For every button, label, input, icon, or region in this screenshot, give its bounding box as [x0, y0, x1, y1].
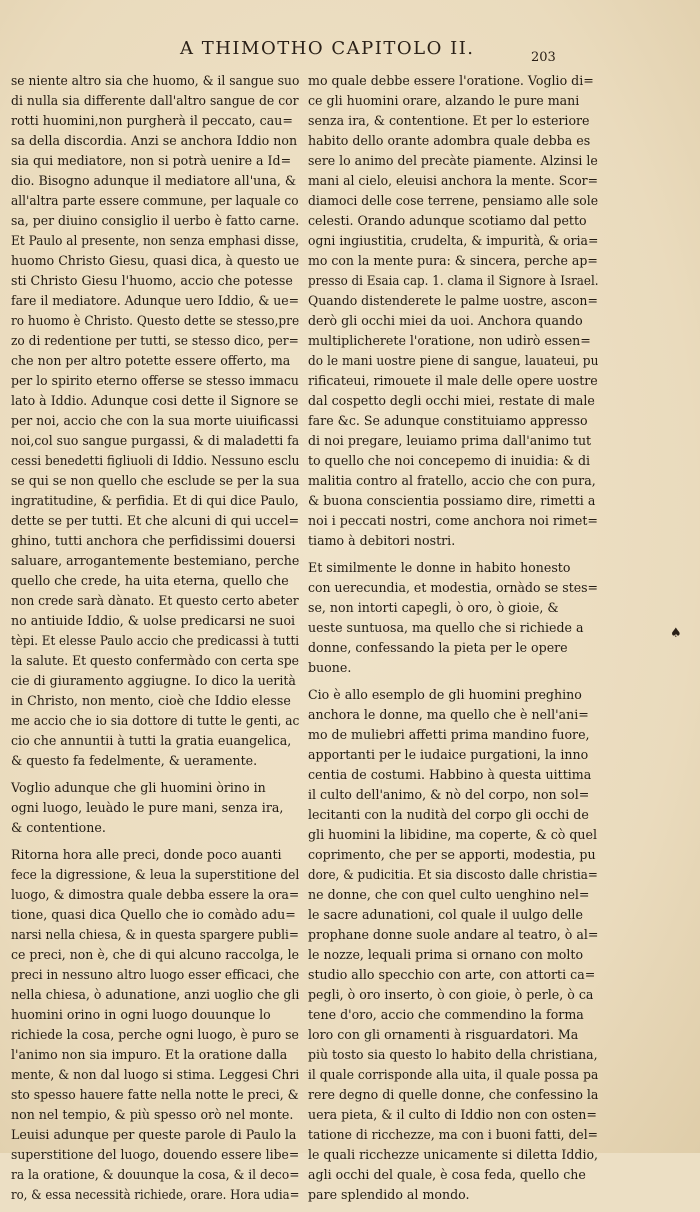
text-line: preci in nessuno altro luogo esser efficaci, che	[11, 967, 300, 982]
text-line: ne donne, che con quel culto uenghino nel=	[308, 887, 590, 902]
text-line: di nulla sia differente dall'altro sangue de cor	[11, 93, 299, 108]
text-line: pegli, ò oro inserto, ò con gioie, ò perle, ò ca	[308, 987, 594, 1002]
text-line: malitia contro al fratello, accio che con pura,	[308, 473, 596, 488]
paragraph	[11, 71, 299, 771]
text-line: uera pieta, & il culto di Iddio non con osten=	[308, 1107, 597, 1122]
text-line: huomini orino in ogni luogo douunque lo	[11, 1007, 271, 1022]
text-line: Et Paulo al presente, non senza emphasi disse,	[11, 233, 299, 248]
text-line: che non per altro potette essere offerto, ma	[11, 353, 291, 368]
text-line: per noi, accio che con la sua morte uiuificassi	[11, 413, 299, 428]
text-line: Ritorna hora alle preci, donde poco auanti	[11, 847, 282, 862]
text-line: ra la oratione, & douunque la cosa, & il deco=	[11, 1167, 300, 1182]
text-line: noi i peccati nostri, come anchora noi rimet=	[308, 513, 598, 528]
text-line: di noi pregare, leuiamo prima dall'animo tut	[308, 433, 592, 448]
text-line: sti Christo Giesu l'huomo, accio che potesse	[11, 273, 293, 288]
text-line: anchora le donne, ma quello che è nell'ani=	[308, 707, 589, 722]
text-line: tatione di ricchezze, ma con i buoni fatti, del=	[308, 1127, 598, 1142]
fleuron-ornament: ♠	[670, 626, 682, 641]
text-line: saluare, arrogantemente bestemiano, perche	[11, 553, 300, 568]
left-column	[11, 71, 299, 1212]
text-line: huomo Christo Giesu, quasi dica, à questo ue	[11, 253, 300, 268]
text-line: coprimento, che per se apporti, modestia, pu	[308, 847, 596, 862]
paragraph	[308, 685, 598, 1205]
text-line: per lo spirito eterno offerse se stesso immacu	[11, 373, 299, 388]
text-line: agli occhi del quale, è cosa feda, quello che	[308, 1167, 586, 1182]
text-line: mente, & non dal luogo si stima. Leggesi Chri	[11, 1067, 300, 1082]
text-line: tèpi. Et elesse Paulo accio che predicassi à tutti	[11, 633, 300, 648]
text-line: ro huomo è Christo. Questo dette se stesso,pre	[11, 313, 300, 328]
text-line: dio. Bisogno adunque il mediatore all'una, &	[11, 173, 297, 188]
text-line: se qui se non quello che esclude se per la sua	[11, 473, 300, 488]
right-column	[308, 71, 598, 1212]
text-line: cie di giuramento aggiugne. Io dico la uerità	[11, 673, 296, 688]
text-line: mani al cielo, eleuisi anchora la mente. Scor=	[308, 173, 599, 188]
text-line: sere lo animo del precàte piamente. Alzinsi le	[308, 153, 598, 168]
text-line: rere degno di quelle donne, che confessino la	[308, 1087, 599, 1102]
paragraph	[308, 71, 598, 551]
text-line: noi,col suo sangue purgassi, & di maladetti fa	[11, 433, 300, 448]
text-line: tene d'oro, accio che commendino la forma	[308, 1007, 584, 1022]
text-line: lato à Iddio. Adunque cosi dette il Signore se	[11, 393, 299, 408]
text-line: nella chiesa, ò adunatione, anzi uoglio che gli	[11, 987, 300, 1002]
text-line: più tosto sia questo lo habito della christiana,	[308, 1047, 598, 1062]
text-line: habito dello orante adombra quale debba es	[308, 133, 591, 148]
text-line: rificateui, rimouete il male delle opere uostre	[308, 373, 598, 388]
text-line: sa della discordia. Anzi se anchora Iddio non	[11, 133, 298, 148]
text-line: le quali ricchezze unicamente si diletta Iddio,	[308, 1147, 599, 1162]
text-line: diamoci delle cose terrene, pensiamo alle sole	[308, 193, 599, 208]
paragraph	[11, 778, 299, 838]
text-line: ingratitudine, & perfidia. Et di qui dice Paulo,	[11, 493, 299, 508]
text-line: ueste suntuosa, ma quello che si richiede a	[308, 620, 584, 635]
text-line: se, non intorti capegli, ò oro, ò gioie, &	[308, 600, 559, 615]
text-line: sa, per diuino consiglio il uerbo è fatto carne.	[11, 213, 300, 228]
text-line: derò gli occhi miei da uoi. Anchora quando	[308, 313, 583, 328]
text-line: dore, & pudicitia. Et sia discosto dalle christia=	[308, 867, 598, 882]
paragraph	[308, 558, 598, 678]
text-line: presso di Esaia cap. 1. clama il Signore à Israel.	[308, 273, 599, 288]
text-line: pare splendido al mondo.	[308, 1187, 470, 1202]
text-line: to quello che noi concepemo di inuidia: & di	[308, 453, 591, 468]
text-line: le nozze, lequali prima si ornano con molto	[308, 947, 584, 962]
text-line: richiede la cosa, perche ogni luogo, è puro se	[11, 1027, 299, 1042]
text-line: fare &c. Se adunque constituiamo appresso	[308, 413, 588, 428]
text-line: rotti huomini,non purgherà il peccato, cau=	[11, 113, 293, 128]
text-line: Cio è allo esemplo de gli huomini preghino	[308, 687, 582, 702]
text-line: buone.	[308, 660, 352, 675]
text-line: il quale corrisponde alla uita, il quale possa pa	[308, 1067, 599, 1082]
text-line: ghino, tutti anchora che perfidissimi douersi	[11, 533, 296, 548]
text-line: quello che crede, ha uita eterna, quello che	[11, 573, 289, 588]
text-line: celesti. Orando adunque scotiamo dal petto	[308, 213, 587, 228]
text-line: ro, & essa necessità richiede, orare. Hora udia=	[11, 1187, 300, 1202]
text-line: do le mani uostre piene di sangue, lauateui, pu	[308, 353, 599, 368]
text-line: cessi benedetti figliuoli di Iddio. Nessuno esclu	[11, 453, 300, 468]
paragraph	[11, 845, 299, 1205]
text-line: ce gli huomini orare, alzando le pure mani	[308, 93, 580, 108]
text-line: luogo, & dimostra quale debba essere la ora=	[11, 887, 300, 902]
text-line: Quando distenderete le palme uostre, ascon=	[308, 293, 598, 308]
text-line: Leuisi adunque per queste parole di Paulo la	[11, 1127, 297, 1142]
text-line: studio allo specchio con arte, con attorti ca=	[308, 967, 596, 982]
text-line: ogni luogo, leuàdo le pure mani, senza ira,	[11, 800, 284, 815]
text-line: fare il mediatore. Adunque uero Iddio, & ue=	[11, 293, 300, 308]
text-line: tione, quasi dica Quello che io comàdo adu=	[11, 907, 296, 922]
text-line: ce preci, non è, che di qui alcuno raccolga, le	[11, 947, 299, 962]
text-line: & questo fa fedelmente, & ueramente.	[11, 753, 258, 768]
text-line: l'animo non sia impuro. Et la oratione dalla	[11, 1047, 288, 1062]
text-line: no antiuide Iddio, & uolse predicarsi ne suoi	[11, 613, 296, 628]
text-line: non nel tempio, & più spesso orò nel monte.	[11, 1107, 294, 1122]
running-head: A THIMOTHO CAPITOLO II.	[180, 38, 475, 59]
text-line: Et similmente le donne in habito honesto	[308, 560, 571, 575]
text-line: mo de muliebri affetti prima mandino fuore,	[308, 727, 590, 742]
text-line: con uerecundia, et modestia, ornàdo se stes=	[308, 580, 599, 595]
text-line: fece la digressione, & leua la superstitione del	[11, 867, 300, 882]
text-line: mo con la mente pura: & sincera, perche ap=	[308, 253, 598, 268]
text-line: ogni ingiustitia, crudelta, & impurità, & oria=	[308, 233, 599, 248]
text-line: donne, confessando la pieta per le opere	[308, 640, 568, 655]
text-line: multiplicherete l'oratione, non udirò essen=	[308, 333, 591, 348]
text-line: sia qui mediatore, non si potrà uenire a Id=	[11, 153, 292, 168]
text-line: la salute. Et questo confermàdo con certa spe	[11, 653, 299, 668]
text-line: il culto dell'animo, & nò del corpo, non sol=	[308, 787, 590, 802]
text-line: mo quale debbe essere l'oratione. Voglio di=	[308, 73, 594, 88]
text-line: sto spesso hauere fatte nella notte le preci, &	[11, 1087, 299, 1102]
page-number: 203	[531, 50, 556, 65]
text-line: non crede sarà dànato. Et questo certo abeter	[11, 593, 299, 608]
text-line: narsi nella chiesa, & in questa spargere publi=	[11, 927, 299, 942]
text-line: centia de costumi. Habbino à questa uittima	[308, 767, 592, 782]
text-line: all'altra parte essere commune, per laquale co	[11, 193, 299, 208]
text-line: & contentione.	[11, 820, 106, 835]
text-line: senza ira, & contentione. Et per lo esteriore	[308, 113, 590, 128]
text-line: zo di redentione per tutti, se stesso dico, per=	[11, 333, 299, 348]
text-line: tiamo à debitori nostri.	[308, 533, 456, 548]
text-line: & buona conscientia possiamo dire, rimetti a	[308, 493, 596, 508]
text-line: lecitanti con la nudità del corpo gli occhi de	[308, 807, 589, 822]
text-line: apportanti per le iudaice purgationi, la inno	[308, 747, 589, 762]
text-line: superstitione del luogo, douendo essere libe=	[11, 1147, 300, 1162]
text-line: se niente altro sia che huomo, & il sangue suo	[11, 73, 300, 88]
text-line: cio che annuntii à tutti la gratia euangelica,	[11, 733, 292, 748]
text-line: in Christo, non mento, cioè che Iddio elesse	[11, 693, 291, 708]
text-line: le sacre adunationi, col quale il uulgo delle	[308, 907, 583, 922]
text-line: prophane donne suole andare al teatro, ò al=	[308, 927, 599, 942]
text-line: me accio che io sia dottore di tutte le genti, ac	[11, 713, 300, 728]
text-line: Voglio adunque che gli huomini òrino in	[11, 780, 266, 795]
text-line: gli huomini la libidine, ma coperte, & cò quel	[308, 827, 598, 842]
text-line: dette se per tutti. Et che alcuni di qui uccel=	[11, 513, 300, 528]
text-line: loro con gli ornamenti à risguardatori. Ma	[308, 1027, 579, 1042]
text-line: dal cospetto degli occhi miei, restate di male	[308, 393, 595, 408]
